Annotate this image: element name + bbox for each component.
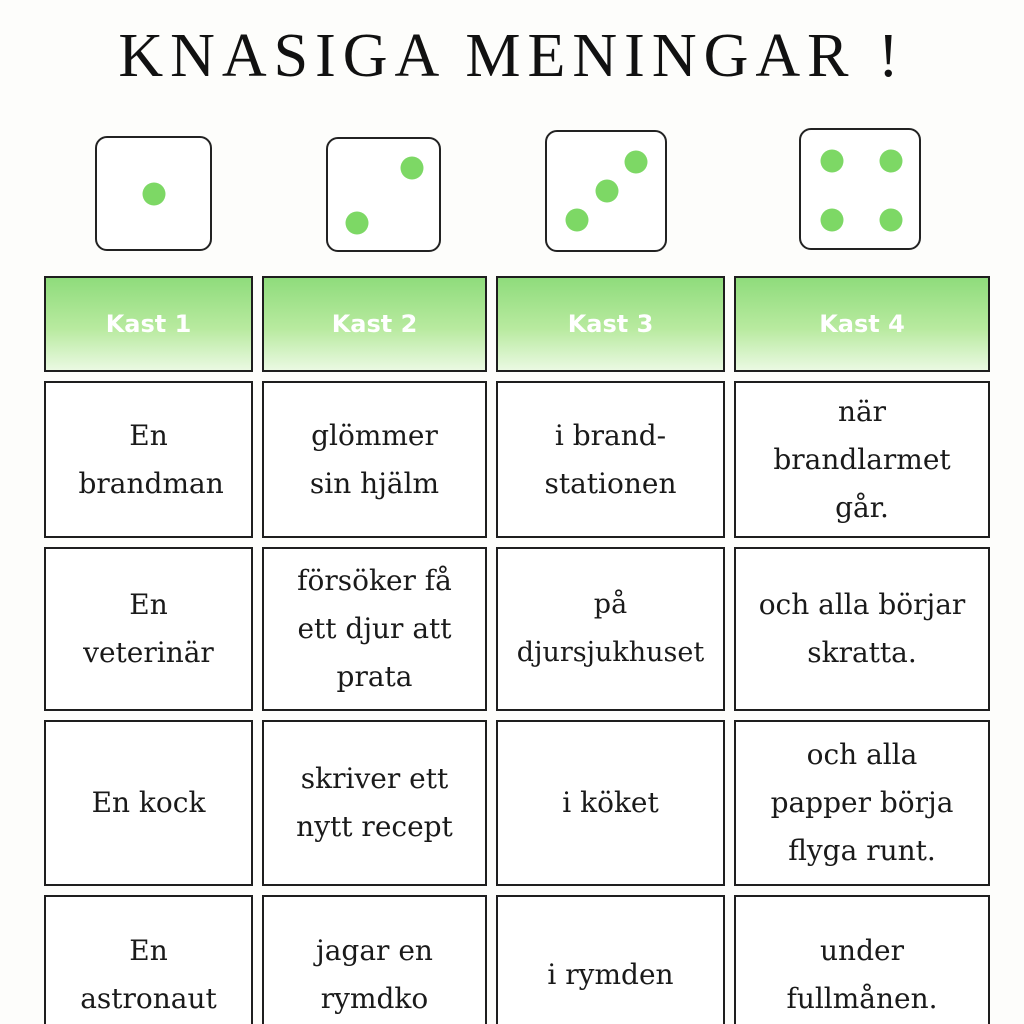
column-header-label: Kast 3: [567, 310, 654, 338]
die-one-icon: [95, 136, 212, 251]
word-cell: [262, 381, 487, 538]
word-cell-text: En brandman: [78, 418, 224, 500]
die-pip: [880, 209, 903, 232]
word-cell-text: när brandlarmet går.: [773, 394, 951, 524]
column-header: [262, 276, 487, 372]
word-cell-text: i brand-stationen: [544, 418, 677, 500]
die-two-icon: [326, 137, 441, 252]
word-cell-text: En astronaut: [80, 934, 217, 1015]
die-pip: [821, 209, 844, 232]
die-pip: [821, 150, 844, 173]
word-cell-text: under fullmånen.: [786, 934, 938, 1015]
word-cell: [496, 720, 725, 886]
word-cell-text: glömmer sin hjälm: [309, 418, 440, 500]
die-pip: [566, 209, 589, 232]
word-cell: [496, 381, 725, 538]
die-three-icon: [545, 130, 667, 252]
word-cell: [734, 547, 990, 711]
column-header: [44, 276, 253, 372]
word-cell: [734, 720, 990, 886]
column-header-label: Kast 4: [819, 310, 905, 338]
column-header-label: Kast 1: [105, 310, 192, 338]
column-header-label: Kast 2: [331, 310, 418, 338]
die-pip: [143, 183, 166, 206]
word-cell-text: i köket: [562, 786, 659, 819]
word-cell-text: på djursjukhuset: [516, 589, 705, 668]
word-cell: [44, 381, 253, 538]
die-pip: [880, 150, 903, 173]
word-cell-text: och alla papper börja flyga runt.: [770, 738, 954, 867]
die-pip: [401, 157, 424, 180]
die-pip: [596, 180, 619, 203]
word-cell: [734, 381, 990, 538]
word-cell: [44, 547, 253, 711]
word-cell: [496, 895, 725, 1024]
word-cell-text: En kock: [91, 786, 206, 819]
word-cell: [262, 547, 487, 711]
die-four-icon: [799, 128, 921, 250]
column-header: [734, 276, 990, 372]
word-cell: [496, 547, 725, 711]
word-cell: [44, 895, 253, 1024]
word-cell-text: skriver ett nytt recept: [296, 762, 453, 843]
word-cell: [44, 720, 253, 886]
die-pip: [625, 151, 648, 174]
word-cell-text: försöker få ett djur att prata: [297, 564, 452, 693]
page-title: KNASIGA MENINGAR !: [118, 22, 906, 90]
word-cell: [734, 895, 990, 1024]
word-cell: [262, 895, 487, 1024]
column-header: [496, 276, 725, 372]
word-cell-text: jagar en rymdko: [316, 934, 433, 1015]
word-cell-text: i rymden: [547, 958, 674, 991]
die-pip: [346, 212, 369, 235]
word-cell-text: och alla börjar skratta.: [758, 588, 966, 669]
word-cell: [262, 720, 487, 886]
word-cell-text: En veterinär: [83, 588, 214, 669]
